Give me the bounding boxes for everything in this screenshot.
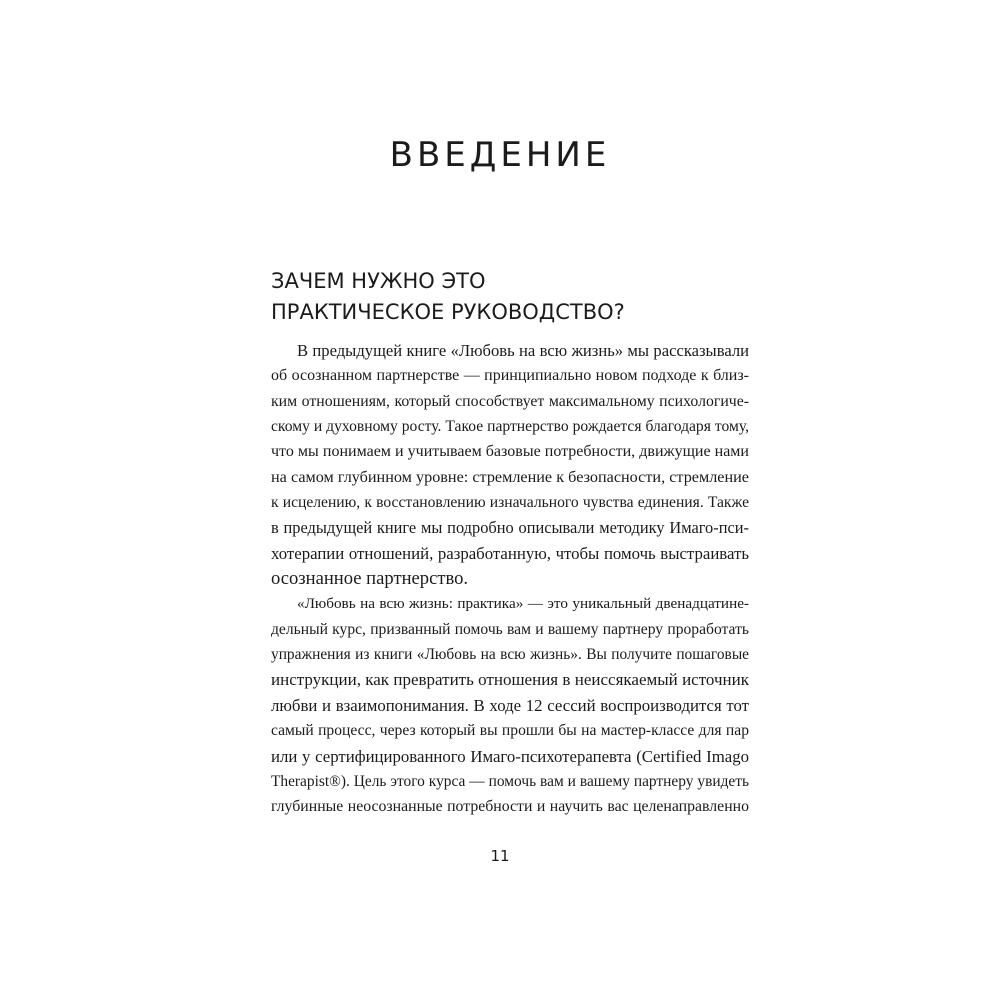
paragraph-1-line-8: в предыдущей книге мы подробно описывали методику Имаго-пси- (271, 518, 749, 538)
paragraph-2-line-4: инструкции, как превратить отношения в неиссякаемый источник (271, 670, 749, 690)
paragraph-2-line-9: глубинные неосознанные потребности и научить вас целенаправленно (271, 798, 749, 816)
body-text (271, 338, 749, 820)
chapter-title: ВВЕДЕНИЕ (389, 135, 611, 175)
paragraph-2-line-8: Therapist®). Цель этого курса — помочь вам и вашему партнеру увидеть (271, 772, 749, 790)
paragraph-2-line-2: дельный курс, призванный помочь вам и вашему партнеру проработать (271, 620, 749, 638)
paragraph-1-line-3: ким отношениям, который способствует максимальному психологиче- (271, 392, 749, 410)
paragraph-1-line-2: об осознанном партнерстве — принципиально новом подходе к близ- (271, 367, 749, 385)
paragraph-1-line-1: В предыдущей книге «Любовь на всю жизнь» мы рассказывали (297, 341, 749, 360)
paragraph-2-line-7: или у сертифицированного Имаго-психотерапевта (Certified Imago (271, 746, 749, 766)
paragraph-1-line-6: на самом глубинном уровне: стремление к безопасности, стремление (271, 467, 749, 486)
paragraph-1-line-9: хотерапии отношений, разработанную, чтобы помочь выстраивать (271, 543, 749, 563)
paragraph-2-line-6: самый процесс, через который вы прошли бы на мастер-классе для пар (271, 722, 749, 740)
paragraph-1-line-5: что мы понимаем и учитываем базовые потребности, движущие нами (271, 443, 749, 461)
section-heading-line-2: ПРАКТИЧЕСКОЕ РУКОВОДСТВО? (271, 300, 625, 324)
section-heading (271, 266, 751, 328)
paragraph-1-line-7: к исцелению, к восстановлению изначального чувства единения. Также (271, 494, 749, 512)
section-heading-line-1: ЗАЧЕМ НУЖНО ЭТО (271, 269, 486, 293)
paragraph-2-line-1: «Любовь на всю жизнь: практика» — это уникальный двенадцатине- (297, 595, 749, 613)
paragraph-2-line-5: любви и взаимопонимания. В ходе 12 сессий воспроизводится тот (271, 695, 749, 715)
paragraph-1-line-4: скому и духовному росту. Такое партнерство рождается благодаря тому, (271, 418, 749, 436)
paragraph-1-line-10: осознанное партнерство. (271, 568, 469, 590)
page-number: 11 (490, 847, 510, 865)
paragraph-2-line-3: упражнения из книги «Любовь на всю жизнь». Вы получите пошаговые (271, 646, 749, 664)
